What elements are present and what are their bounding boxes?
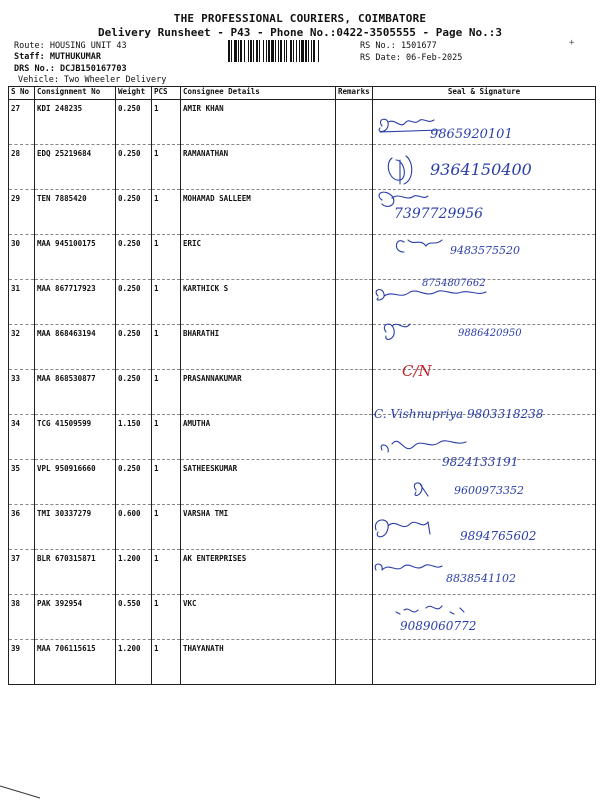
cell-consignment: TMI 30337279 [35, 505, 116, 550]
cell-weight: 0.250 [116, 325, 152, 370]
cell-sno: 35 [9, 460, 35, 505]
phone-27: 9865920101 [430, 127, 513, 142]
table-row [9, 415, 596, 460]
cell-remarks [336, 235, 373, 280]
cell-pcs: 1 [152, 640, 181, 685]
cell-pcs: 1 [152, 505, 181, 550]
cell-sno: 29 [9, 190, 35, 235]
col-consignee: Consignee Details [181, 87, 336, 100]
cell-consignment: VPL 950916660 [35, 460, 116, 505]
cell-consignment: TCG 41509599 [35, 415, 116, 460]
table-row [9, 460, 596, 505]
cell-consignee: BHARATHI [181, 325, 336, 370]
consignment-table [8, 86, 596, 685]
barcode-bar [238, 40, 239, 62]
phone-38: 8838541102 [446, 572, 516, 585]
cell-consignee: MOHAMAD SALLEEM [181, 190, 336, 235]
barcode-bar [286, 40, 287, 62]
barcode-image [228, 40, 354, 62]
cell-sno: 31 [9, 280, 35, 325]
table-row [9, 550, 596, 595]
cell-signature [373, 145, 596, 190]
cell-consignment: MAA 945100175 [35, 235, 116, 280]
phone-31: 8754807662 [422, 278, 486, 289]
cell-signature [373, 460, 596, 505]
cell-signature [373, 280, 596, 325]
table-row [9, 595, 596, 640]
cell-pcs: 1 [152, 100, 181, 145]
cell-signature [373, 235, 596, 280]
barcode-bar [266, 40, 267, 62]
phone-36: 9600973352 [454, 484, 524, 497]
cell-weight: 0.250 [116, 145, 152, 190]
cell-consignment: MAA 867717923 [35, 280, 116, 325]
cell-pcs: 1 [152, 595, 181, 640]
company-title: THE PROFESSIONAL COURIERS, COIMBATORE [173, 12, 427, 25]
cell-sno: 28 [9, 145, 35, 190]
cell-consignment: MAA 706115615 [35, 640, 116, 685]
cell-consignment: MAA 868463194 [35, 325, 116, 370]
cell-signature [373, 325, 596, 370]
cell-consignment: BLR 670315871 [35, 550, 116, 595]
cell-remarks [336, 280, 373, 325]
cell-sno: 30 [9, 235, 35, 280]
table-row [9, 505, 596, 550]
phone-39: 9089060772 [400, 619, 477, 633]
signature-34: C. Vishnupriya 9803318238 [374, 407, 544, 421]
cell-consignment: PAK 392954 [35, 595, 116, 640]
cell-consignee: KARTHICK S [181, 280, 336, 325]
cell-consignee: VARSHA TMI [181, 505, 336, 550]
barcode-bar [250, 40, 252, 62]
col-weight: Weight [116, 87, 152, 100]
phone-29: 7397729956 [394, 206, 484, 222]
cell-consignment: KDI 248235 [35, 100, 116, 145]
cell-pcs: 1 [152, 145, 181, 190]
table-header-row [9, 87, 596, 100]
cell-consignee: ERIC [181, 235, 336, 280]
barcode-bar [293, 40, 294, 62]
cell-pcs: 1 [152, 370, 181, 415]
cell-remarks [336, 325, 373, 370]
cell-weight: 1.150 [116, 415, 152, 460]
table-row [9, 100, 596, 145]
cell-weight: 1.200 [116, 640, 152, 685]
barcode-bar [275, 40, 276, 62]
barcode-bar [284, 40, 285, 62]
cell-weight: 0.250 [116, 280, 152, 325]
cell-sno: 37 [9, 550, 35, 595]
barcode-bar [290, 40, 292, 62]
barcode-bar [311, 40, 312, 62]
barcode-bar [263, 40, 264, 62]
phone-32: 9886420950 [458, 328, 522, 339]
cell-sno: 33 [9, 370, 35, 415]
cell-remarks [336, 415, 373, 460]
cell-signature [373, 415, 596, 460]
table-row [9, 280, 596, 325]
col-signature: Seal & Signature [373, 87, 596, 100]
cell-signature [373, 595, 596, 640]
cell-weight: 0.250 [116, 460, 152, 505]
cell-remarks [336, 460, 373, 505]
barcode-bar [278, 40, 279, 62]
runsheet-title: Delivery Runsheet - P43 - Phone No.:0422-3505555 - Page No.:3 [98, 26, 502, 39]
cell-sno: 36 [9, 505, 35, 550]
cell-consignee: PRASANNAKUMAR [181, 370, 336, 415]
barcode-bar [248, 40, 249, 62]
staff-label: Staff: MUTHUKUMAR [14, 52, 101, 62]
cell-sno: 38 [9, 595, 35, 640]
corner-mark: + [569, 38, 575, 48]
cell-consignee: VKC [181, 595, 336, 640]
table-row [9, 145, 596, 190]
cell-remarks [336, 370, 373, 415]
phone-30: 9483575520 [450, 244, 520, 257]
phone-35: 9824133191 [442, 455, 519, 469]
cell-consignee: THAYANATH [181, 640, 336, 685]
cell-pcs: 1 [152, 550, 181, 595]
cell-sno: 34 [9, 415, 35, 460]
barcode-bar [280, 40, 282, 62]
barcode-bar [299, 40, 300, 62]
cell-signature [373, 100, 596, 145]
barcode-bar [253, 40, 254, 62]
barcode-bar [308, 40, 309, 62]
scan-edge-line [0, 780, 600, 800]
cell-remarks [336, 595, 373, 640]
barcode-bar [271, 40, 274, 62]
barcode-bar [268, 40, 270, 62]
cell-signature [373, 550, 596, 595]
cell-consignee: AK ENTERPRISES [181, 550, 336, 595]
cell-weight: 0.250 [116, 235, 152, 280]
barcode-bar [256, 40, 258, 62]
cell-weight: 0.600 [116, 505, 152, 550]
table-row [9, 325, 596, 370]
cell-consignee: AMUTHA [181, 415, 336, 460]
route-label: Route: HOUSING UNIT 43 [14, 41, 127, 51]
barcode-bar [318, 40, 319, 62]
cell-signature [373, 505, 596, 550]
barcode-bar [234, 40, 237, 62]
col-consignment: Consignment No [35, 87, 116, 100]
table-row [9, 190, 596, 235]
col-remarks: Remarks [336, 87, 373, 100]
cell-remarks [336, 550, 373, 595]
phone-37: 9894765602 [460, 529, 537, 543]
barcode-bar [228, 40, 230, 62]
cell-remarks [336, 640, 373, 685]
cell-signature [373, 370, 596, 415]
cell-weight: 0.250 [116, 370, 152, 415]
cell-consignee: RAMANATHAN [181, 145, 336, 190]
cell-signature [373, 190, 596, 235]
cell-pcs: 1 [152, 415, 181, 460]
barcode-bar [231, 40, 232, 62]
barcode-bar [313, 40, 315, 62]
cell-remarks [336, 145, 373, 190]
cell-pcs: 1 [152, 325, 181, 370]
cell-weight: 0.550 [116, 595, 152, 640]
cell-consignment: TEN 7885420 [35, 190, 116, 235]
cell-consignee: AMIR KHAN [181, 100, 336, 145]
cell-signature [373, 640, 596, 685]
cell-consignment: EDQ 25219684 [35, 145, 116, 190]
cell-pcs: 1 [152, 235, 181, 280]
rs-date: RS Date: 06-Feb-2025 [360, 53, 463, 63]
cell-remarks [336, 190, 373, 235]
drs-number: DRS No.: DCJB150167703 [14, 64, 127, 74]
table-row [9, 640, 596, 685]
cell-sno: 32 [9, 325, 35, 370]
cell-pcs: 1 [152, 190, 181, 235]
table-row [9, 370, 596, 415]
col-sno: S No [9, 87, 35, 100]
table-row [9, 235, 596, 280]
cn-mark-33: C/N [402, 362, 432, 380]
cell-consignment: MAA 868530877 [35, 370, 116, 415]
cell-pcs: 1 [152, 460, 181, 505]
cell-remarks [336, 505, 373, 550]
cell-weight: 0.250 [116, 190, 152, 235]
phone-28: 9364150400 [430, 160, 532, 179]
vehicle-label: Vehicle: Two Wheeler Delivery [18, 75, 167, 85]
col-pcs: PCS [152, 87, 181, 100]
barcode-bar [301, 40, 304, 62]
cell-weight: 0.250 [116, 100, 152, 145]
barcode-bar [244, 40, 245, 62]
rs-number: RS No.: 1501677 [360, 41, 437, 51]
barcode-bar [305, 40, 307, 62]
barcode-bar [259, 40, 260, 62]
barcode-bar [240, 40, 242, 62]
cell-weight: 1.200 [116, 550, 152, 595]
cell-consignee: SATHEESKUMAR [181, 460, 336, 505]
barcode-bar [296, 40, 297, 62]
cell-sno: 27 [9, 100, 35, 145]
cell-sno: 39 [9, 640, 35, 685]
cell-remarks [336, 100, 373, 145]
cell-pcs: 1 [152, 280, 181, 325]
